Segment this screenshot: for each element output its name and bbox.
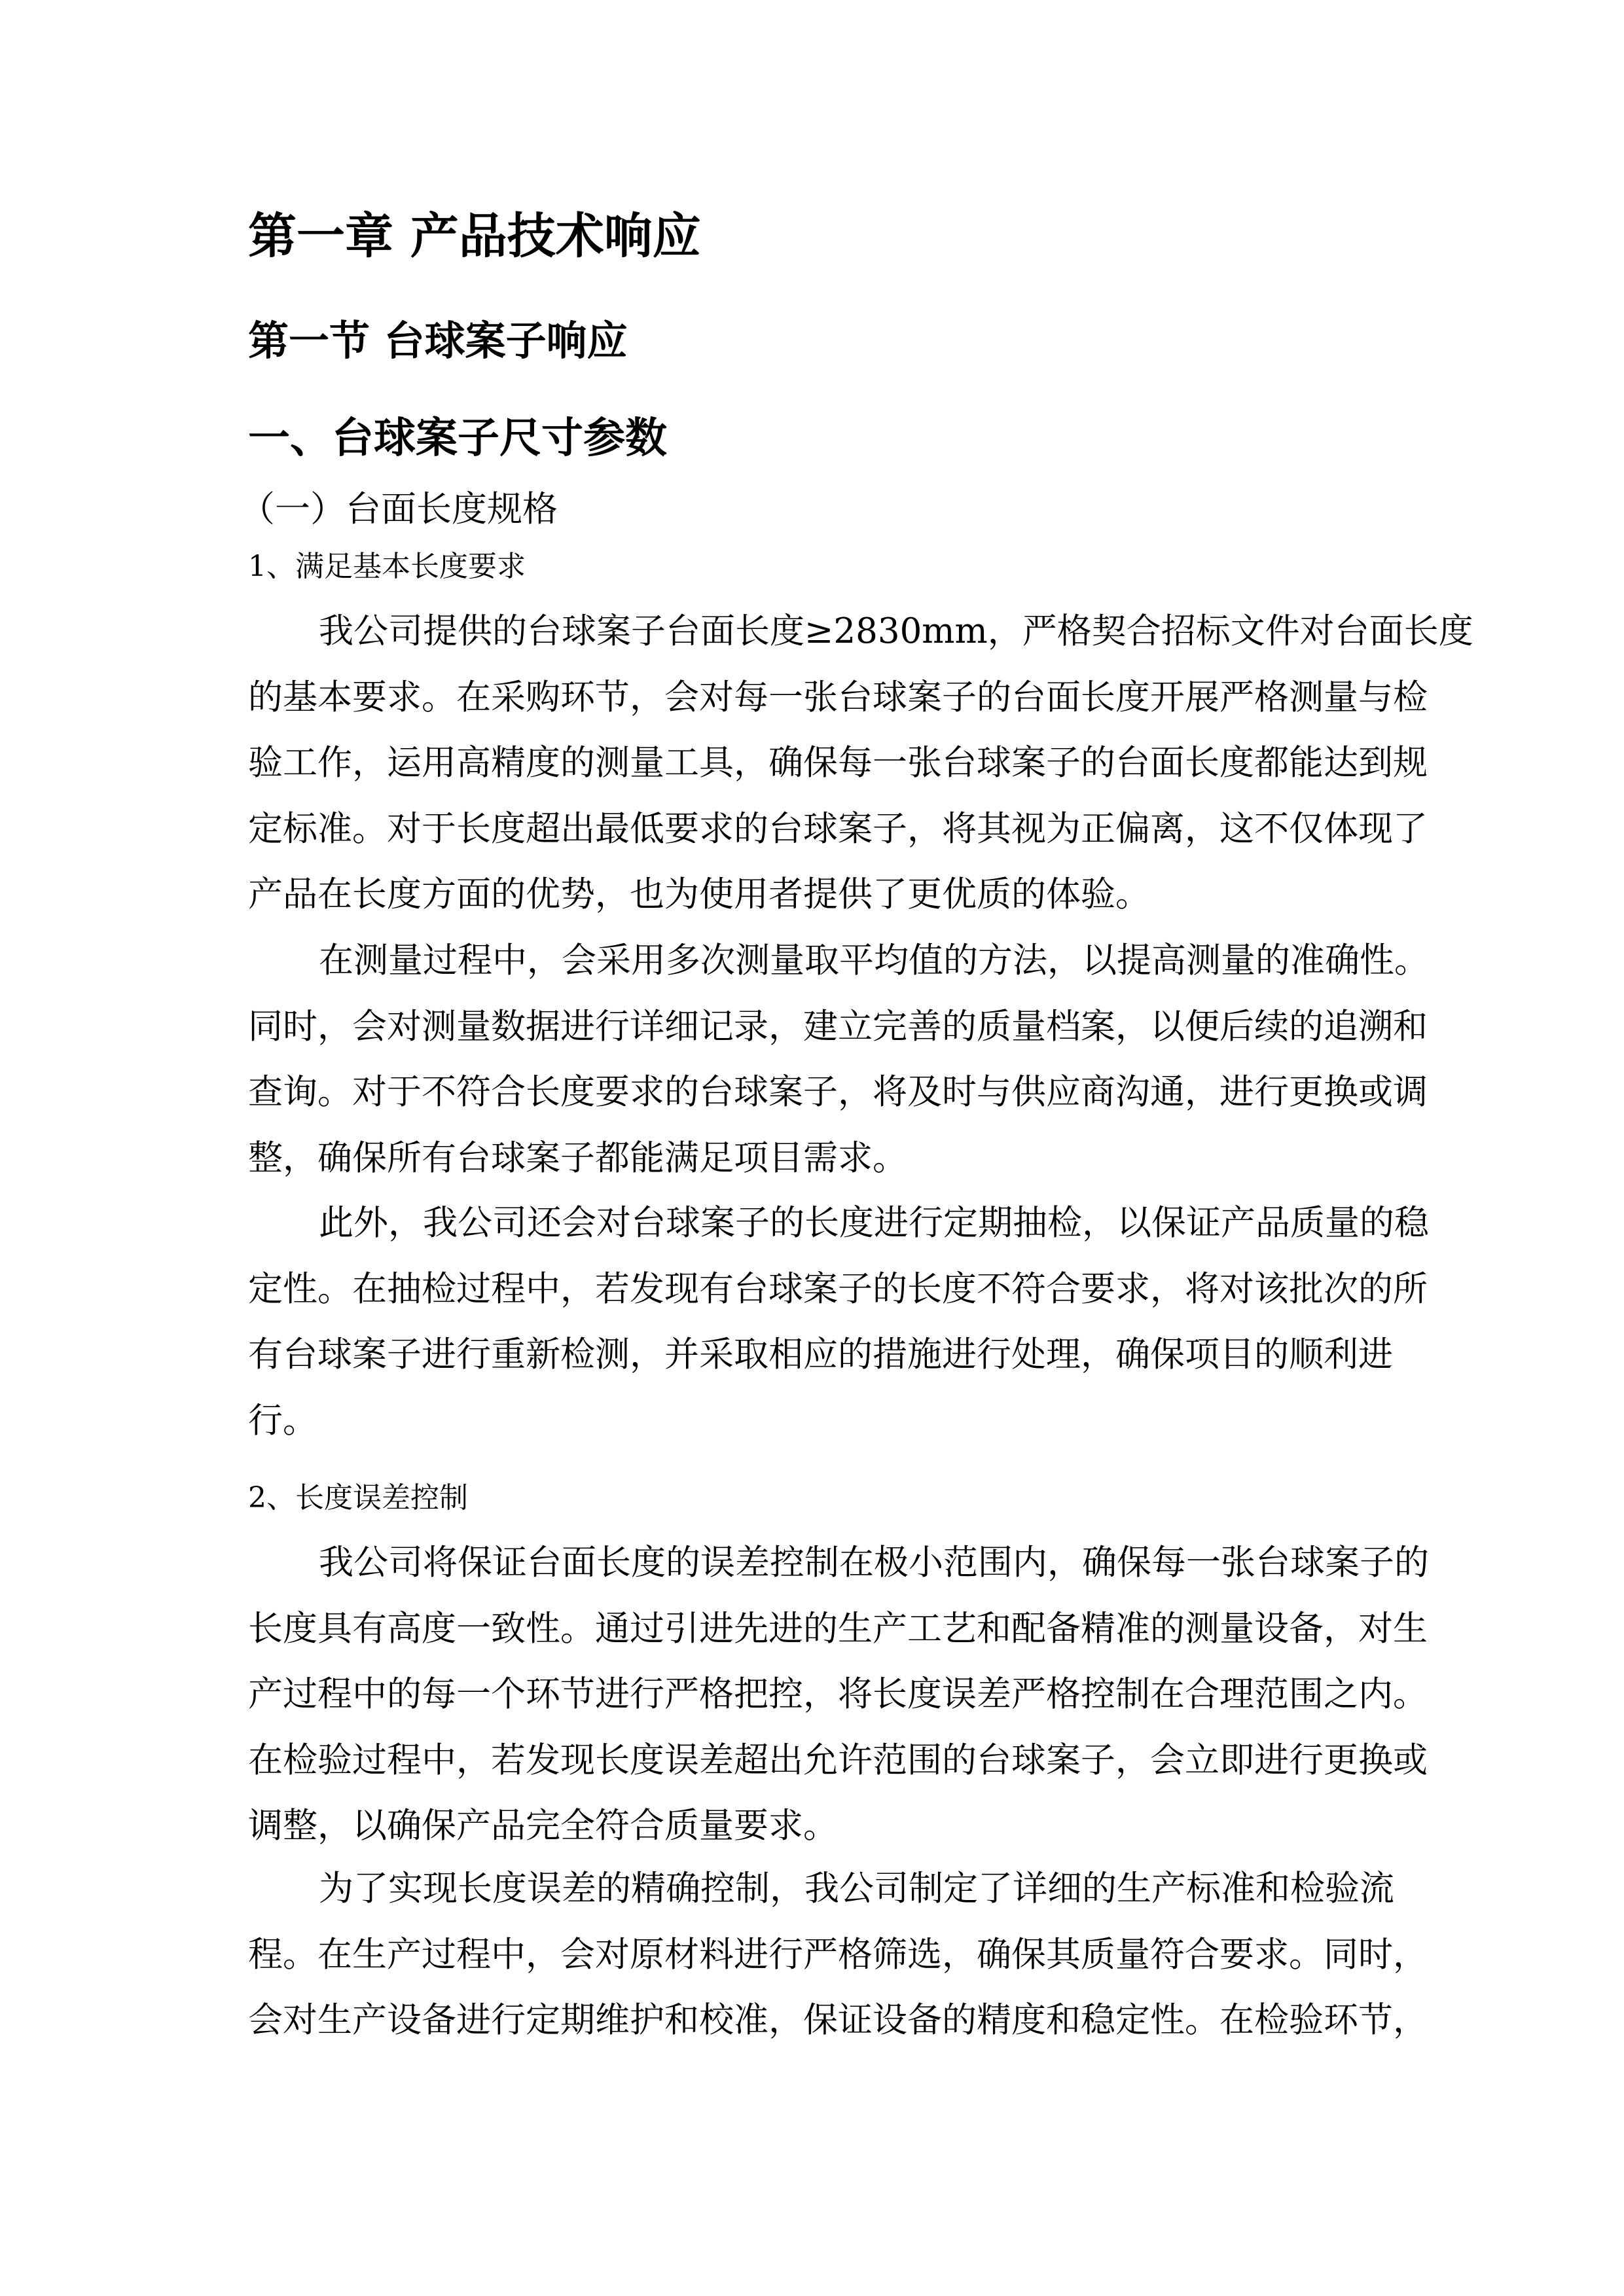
text-line: 在测量过程中，会采用多次测量取平均值的方法，以提高测量的准确性。 [319, 941, 1429, 980]
text-line: 同时，会对测量数据进行详细记录，建立完善的质量档案，以便后续的追溯和 [248, 1006, 1428, 1047]
paragraph [248, 1856, 1428, 2054]
text-line: 定标准。对于长度超出最低要求的台球案子，将其视为正偏离，这不仅体现了 [248, 808, 1428, 849]
text-line: 我公司提供的台球案子台面长度≥2830mm，严格契合招标文件对台面长度 [319, 611, 1473, 651]
text-line: 验工作，运用高精度的测量工具，确保每一张台球案子的台面长度都能达到规 [248, 743, 1428, 783]
text-line: 产过程中的每一个环节进行严格把控，将长度误差严格控制在合理范围之内。 [248, 1674, 1428, 1714]
paragraph [248, 1530, 1429, 1859]
text-line: 有台球案子进行重新检测，并采取相应的措施进行处理，确保项目的顺利进 [248, 1335, 1393, 1374]
paragraph [248, 928, 1429, 1191]
text-line: 为了实现长度误差的精确控制，我公司制定了详细的生产标准和检验流 [319, 1869, 1394, 1909]
text-line: 程。在生产过程中，会对原材料进行严格筛选，确保其质量符合要求。同时， [248, 1934, 1428, 1975]
text-line: 定性。在抽检过程中，若发现有台球案子的长度不符合要求，将对该批次的所 [248, 1268, 1428, 1309]
paragraph [248, 599, 1473, 928]
heading-dimension-params: 一、台球案子尺寸参数 [248, 414, 667, 463]
section-title: 第一节 台球案子响应 [248, 317, 628, 365]
text-line: 产品在长度方面的优势，也为使用者提供了更优质的体验。 [248, 874, 1150, 914]
subheading-basic-length: 1、满足基本长度要求 [248, 550, 526, 583]
text-line: 长度具有高度一致性。通过引进先进的生产工艺和配备精准的测量设备，对生 [248, 1608, 1428, 1649]
text-line: 整，确保所有台球案子都能满足项目需求。 [248, 1138, 907, 1178]
text-line: 查询。对于不符合长度要求的台球案子，将及时与供应商沟通，进行更换或调 [248, 1072, 1428, 1112]
paragraph [248, 1191, 1429, 1454]
text-line: 调整，以确保产品完全符合质量要求。 [248, 1806, 838, 1846]
text-line: 行。 [248, 1400, 317, 1441]
heading-table-length-spec: （一）台面长度规格 [240, 488, 558, 529]
text-line: 在检验过程中，若发现长度误差超出允许范围的台球案子，会立即进行更换或 [248, 1740, 1428, 1780]
chapter-title: 第一章 产品技术响应 [248, 208, 701, 264]
text-line: 我公司将保证台面长度的误差控制在极小范围内，确保每一张台球案子的 [319, 1543, 1429, 1583]
text-line: 会对生产设备进行定期维护和校准，保证设备的精度和稳定性。在检验环节， [248, 2000, 1428, 2040]
text-line: 的基本要求。在采购环节，会对每一张台球案子的台面长度开展严格测量与检 [248, 677, 1428, 717]
text-line: 此外，我公司还会对台球案子的长度进行定期抽检，以保证产品质量的稳 [319, 1203, 1429, 1243]
subheading-length-error-control: 2、长度误差控制 [248, 1481, 468, 1515]
